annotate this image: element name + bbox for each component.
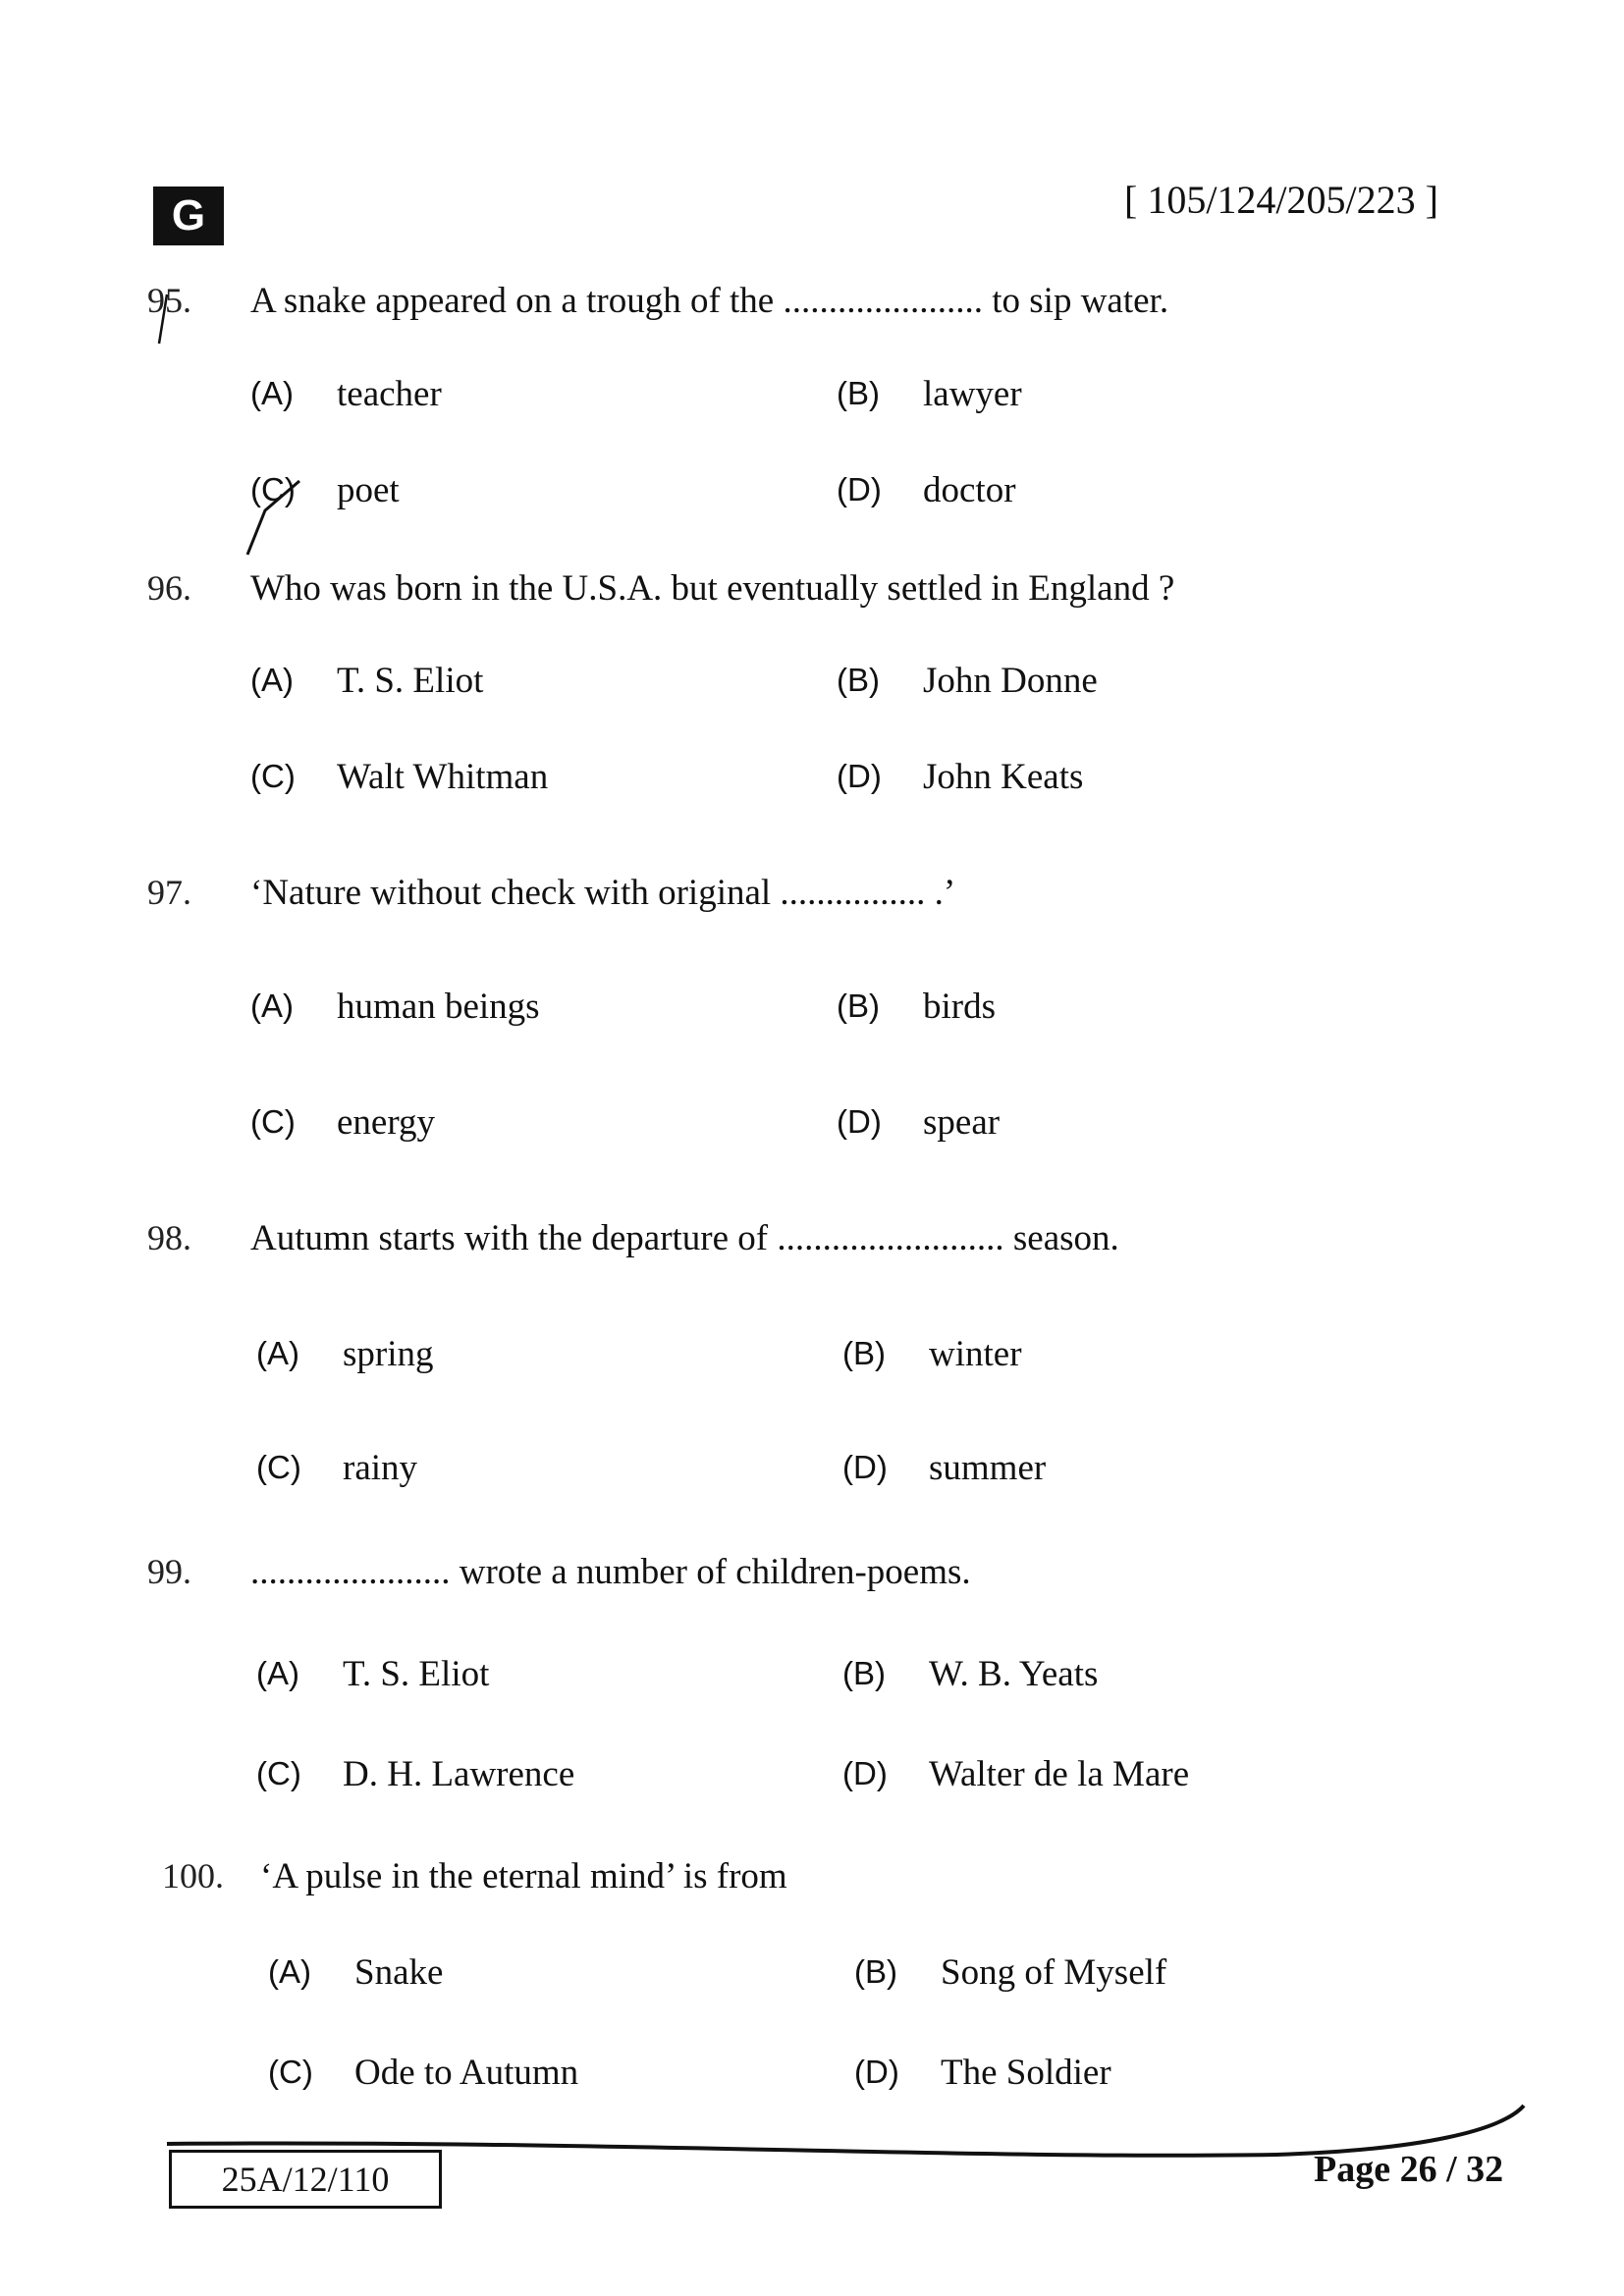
option-label: (B)	[842, 1655, 886, 1691]
option-text: D. H. Lawrence	[343, 1754, 575, 1794]
option-text: spear	[923, 1102, 1001, 1143]
option-label: (C)	[268, 2054, 313, 2090]
option-label: (A)	[268, 1953, 311, 1990]
option-label: (D)	[837, 471, 882, 507]
option-text: winter	[929, 1334, 1022, 1374]
option-text: Walt Whitman	[337, 757, 549, 797]
question-text: ...................... wrote a number of children-poems.	[250, 1552, 971, 1592]
page-number: Page 26 / 32	[1314, 2149, 1504, 2190]
option-text: The Soldier	[941, 2053, 1111, 2093]
option-text: spring	[343, 1334, 434, 1374]
option-label: (A)	[250, 988, 294, 1024]
question-number: 95.	[147, 281, 191, 320]
option-label: (D)	[837, 758, 882, 794]
option-label: (B)	[837, 988, 880, 1024]
question-number: 99.	[147, 1552, 191, 1591]
option-text: Snake	[354, 1952, 444, 1993]
option-text: poet	[337, 470, 400, 510]
option-label: (C)	[250, 471, 296, 507]
option-text: John Donne	[923, 661, 1098, 701]
option-text: teacher	[337, 374, 442, 414]
paper-code: [ 105/124/205/223 ]	[1124, 178, 1438, 222]
option-text: W. B. Yeats	[929, 1654, 1099, 1694]
option-text: T. S. Eliot	[343, 1654, 490, 1694]
question-number: 98.	[147, 1218, 191, 1257]
option-text: energy	[337, 1102, 435, 1143]
option-label: (C)	[256, 1449, 301, 1485]
option-label: (B)	[837, 375, 880, 411]
option-label: (A)	[256, 1655, 299, 1691]
question-text: ‘A pulse in the eternal mind’ is from	[260, 1856, 787, 1896]
option-label: (C)	[256, 1755, 301, 1791]
option-text: birds	[923, 987, 996, 1027]
question-text: A snake appeared on a trough of the ...................... to sip water.	[250, 281, 1169, 321]
question-text: ‘Nature without check with original ................ .’	[250, 873, 956, 913]
option-text: T. S. Eliot	[337, 661, 484, 701]
option-text: doctor	[923, 470, 1016, 510]
option-label: (C)	[250, 1103, 296, 1140]
question-text: Autumn starts with the departure of ......................... season.	[250, 1218, 1119, 1258]
option-label: (A)	[256, 1335, 299, 1371]
option-label: (B)	[854, 1953, 897, 1990]
question-number: 97.	[147, 873, 191, 912]
question-number: 96.	[147, 568, 191, 608]
option-text: Song of Myself	[941, 1952, 1167, 1993]
question-number: 100.	[162, 1856, 224, 1896]
option-label: (D)	[842, 1755, 888, 1791]
option-text: summer	[929, 1448, 1047, 1488]
tick-mark-95	[159, 294, 167, 344]
option-text: rainy	[343, 1448, 418, 1488]
option-label: (A)	[250, 662, 294, 698]
option-text: Ode to Autumn	[354, 2053, 579, 2093]
option-label: (D)	[854, 2054, 899, 2090]
option-label: (D)	[842, 1449, 888, 1485]
option-text: Walter de la Mare	[929, 1754, 1190, 1794]
booklet-code: 25A/12/110	[169, 2150, 442, 2209]
set-badge: G	[153, 187, 224, 245]
option-label: (A)	[250, 375, 294, 411]
option-text: John Keats	[923, 757, 1084, 797]
question-text: Who was born in the U.S.A. but eventually settled in England ?	[250, 568, 1175, 609]
option-text: human beings	[337, 987, 540, 1027]
option-label: (B)	[842, 1335, 886, 1371]
option-label: (C)	[250, 758, 296, 794]
tick-mark-95c	[247, 481, 299, 555]
option-label: (B)	[837, 662, 880, 698]
option-label: (D)	[837, 1103, 882, 1140]
option-text: lawyer	[923, 374, 1022, 414]
